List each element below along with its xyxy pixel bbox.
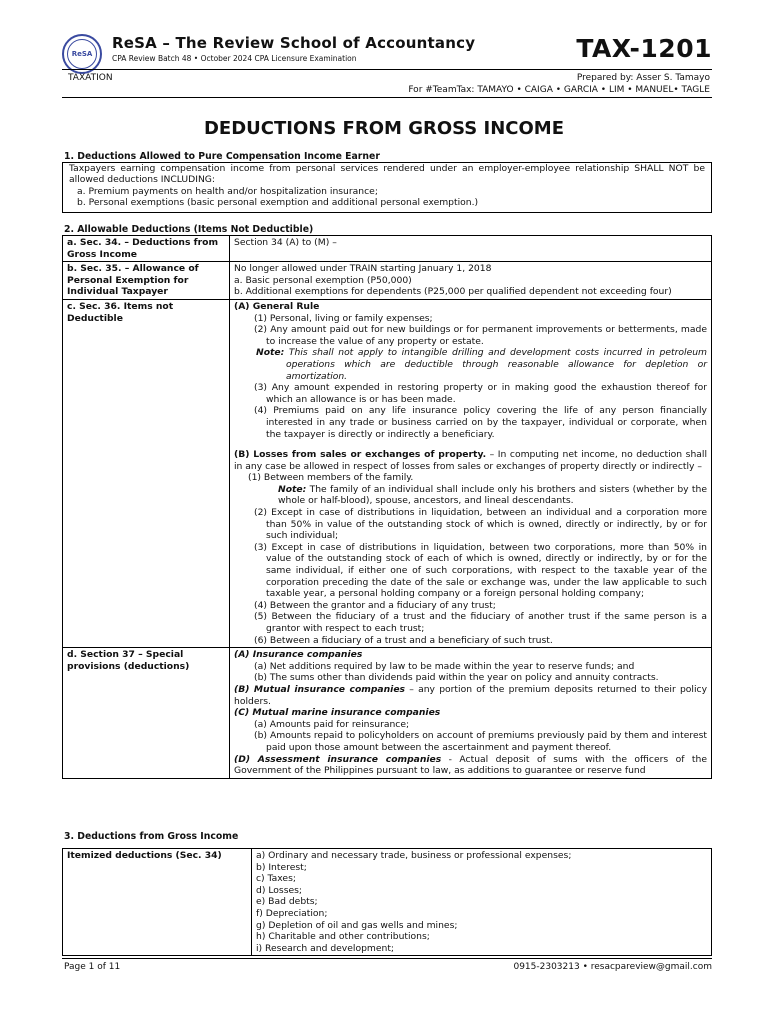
row-c-content [230,299,712,647]
table-row [63,262,712,300]
school-name: ReSA – The Review School of Accountancy [112,34,476,52]
section1-text: Taxpayers earning compensation income from personal services rendered under an employer-employee relationship SHALL NOT be allowed deductions INCLUDING: [69,163,705,186]
section2-table [62,235,712,779]
row-a-text: Section 34 (A) to (M) – [230,236,712,262]
resa-logo [62,34,102,74]
page-header [62,32,712,70]
table-row [63,236,712,262]
provision-item: (a) Amounts paid for reinsurance; [254,718,410,730]
subject-label: TAXATION [68,73,113,83]
note-text: This shall not apply to intangible drilling and development costs incurred in petroleum operations which are deductible through reasonable allowance for depletion or amortization. [286,347,707,382]
assessment-paragraph [234,754,707,777]
provision-item: (b) The sums other than dividends paid within the year on policy and annuity contracts. [254,672,659,684]
row-b-label: b. Sec. 35. – Allowance of Personal Exemption for Individual Taxpayer [63,262,230,300]
header-rule-bottom [62,97,712,98]
losses-paragraph [234,449,707,472]
table-row [63,299,712,647]
loss-item: (1) Between members of the family. [248,472,414,484]
loss-item: (5) Between the fiduciary of a trust and the fiduciary of another trust if the same person is a grantor with respect to each trust; [254,611,707,634]
note-label: Note: [278,483,307,495]
footer-rule [62,958,712,959]
section1-item-b: b. Personal exemptions (basic personal exemption and additional personal exemption.) [77,197,479,209]
note-text: The family of an individual shall include only his brothers and sisters (whether by the whole or half-blood), spouse, ancestors, and lineal descendants. [278,483,707,507]
mutual-marine-heading: (C) Mutual marine insurance companies [234,707,441,719]
table-row [63,849,712,956]
table-row [63,648,712,779]
header-rule [62,69,712,70]
loss-item: (6) Between a fiduciary of a trust and a beneficiary of such trust. [254,634,553,646]
loss-item: (2) Except in case of distributions in liquidation, between an individual and a corporation more than 50% in value of the outstanding stock of which is owned, directly or indirectly, by or for such individual; [254,507,707,542]
row-a-label: a. Sec. 34. – Deductions from Gross Income [63,236,230,262]
logo-text: ReSA [67,39,97,69]
section1-heading: 1. Deductions Allowed to Pure Compensation Income Earner [64,151,380,162]
row-b-line: a. Basic personal exemption (P50,000) [234,274,412,286]
rule-item: (2) Any amount paid out for new buildings or for permanent improvements or betterments, made to increase the value of any property or estate. [254,324,707,347]
mutual-insurance-heading: (B) Mutual insurance companies [234,683,406,695]
spacer [234,440,707,449]
section3-table [62,848,712,956]
row-d-label: d. Section 37 – Special provisions (deductions) [63,648,230,779]
list-item: g) Depletion of oil and gas wells and mines; [256,919,458,931]
row-c-label: c. Sec. 36. Items not Deductible [63,299,230,647]
provision-item: (b) Amounts repaid to policyholders on account of premiums previously paid by them and interest paid upon those amount between the ascertainment and payment thereof. [254,730,707,753]
provision-item: (a) Net additions required by law to be made within the year to reserve funds; and [254,660,635,672]
section3-heading: 3. Deductions from Gross Income [64,831,239,842]
note-label: Note: [256,347,285,359]
page-title: DEDUCTIONS FROM GROSS INCOME [203,118,565,139]
contact-info: 0915-2303213 • resacpareview@gmail.com [513,962,712,972]
list-item: b) Interest; [256,861,307,873]
review-batch: CPA Review Batch 48 • October 2024 CPA Licensure Examination [112,54,357,63]
losses-heading: (B) Losses from sales or exchanges of property. [234,449,487,461]
mutual-insurance-paragraph [234,684,707,707]
row-b-line: b. Additional exemptions for dependents (P25,000 per qualified dependent not exceeding four) [234,286,672,298]
assessment-heading: (D) Assessment insurance companies [234,753,442,765]
row-b-content [230,262,712,300]
itemized-label: Itemized deductions (Sec. 34) [63,849,252,956]
list-item: i) Research and development; [256,942,395,954]
row-b-line: No longer allowed under TRAIN starting January 1, 2018 [234,263,492,275]
loss-note [234,484,707,507]
insurance-companies-heading: (A) Insurance companies [234,649,363,661]
loss-item: (4) Between the grantor and a fiduciary of any trust; [254,599,496,611]
loss-item: (3) Except in case of distributions in liquidation, between two corporations, more than 50% in value of the outstanding stock of each of which is owned, directly or indirectly, by or for the same individual, if either one of such corporations, with respect to the taxable year of the corporation preceding the date of the sale or exchange was, under the law applicable to such taxable year, a personal holding company or a foreign personal holding company; [254,541,707,600]
row-d-content [230,648,712,779]
list-item: c) Taxes; [256,873,296,885]
mutual-insurance-text: – any portion of the premium deposits returned to their policy holders. [234,683,708,707]
team-line: For #TeamTax: TAMAYO • CAIGA • GARCIA • LIM • MANUEL• TAGLE [408,85,710,95]
rule-note [234,347,707,382]
list-item: e) Bad debts; [256,896,318,908]
section2-heading: 2. Allowable Deductions (Items Not Deductible) [64,224,314,235]
losses-text: – In computing net income, no deduction shall in any case be allowed in respect of losses from sales or exchanges of property directly or indirectly – [234,449,707,472]
document-code: TAX-1201 [576,34,712,63]
list-item: a) Ordinary and necessary trade, business or professional expenses; [256,850,572,861]
general-rule-heading: (A) General Rule [234,300,320,312]
rule-item: (4) Premiums paid on any life insurance policy covering the life of any person financially interested in any trade or business carried on by the taxpayer, individual or corporate, when the taxpayer is directly or indirectly a beneficiary. [254,405,707,440]
page-number: Page 1 of 11 [64,962,121,972]
section1-box [62,162,712,213]
assessment-text: - Actual deposit of sums with the officers of the Government of the Philippines pursuant to law, as additions to guarantee or reserve fund [234,753,707,777]
list-item: h) Charitable and other contributions; [256,931,430,943]
list-item: d) Losses; [256,884,303,896]
rule-item: (1) Personal, living or family expenses; [254,312,433,324]
section1-item-a: a. Premium payments on health and/or hospitalization insurance; [77,185,378,197]
itemized-list [252,849,712,956]
prepared-by: Prepared by: Asser S. Tamayo [576,73,710,83]
rule-item: (3) Any amount expended in restoring property or in making good the exhaustion thereof for which an allowance is or has been made. [254,382,707,405]
list-item: f) Depreciation; [256,907,328,919]
